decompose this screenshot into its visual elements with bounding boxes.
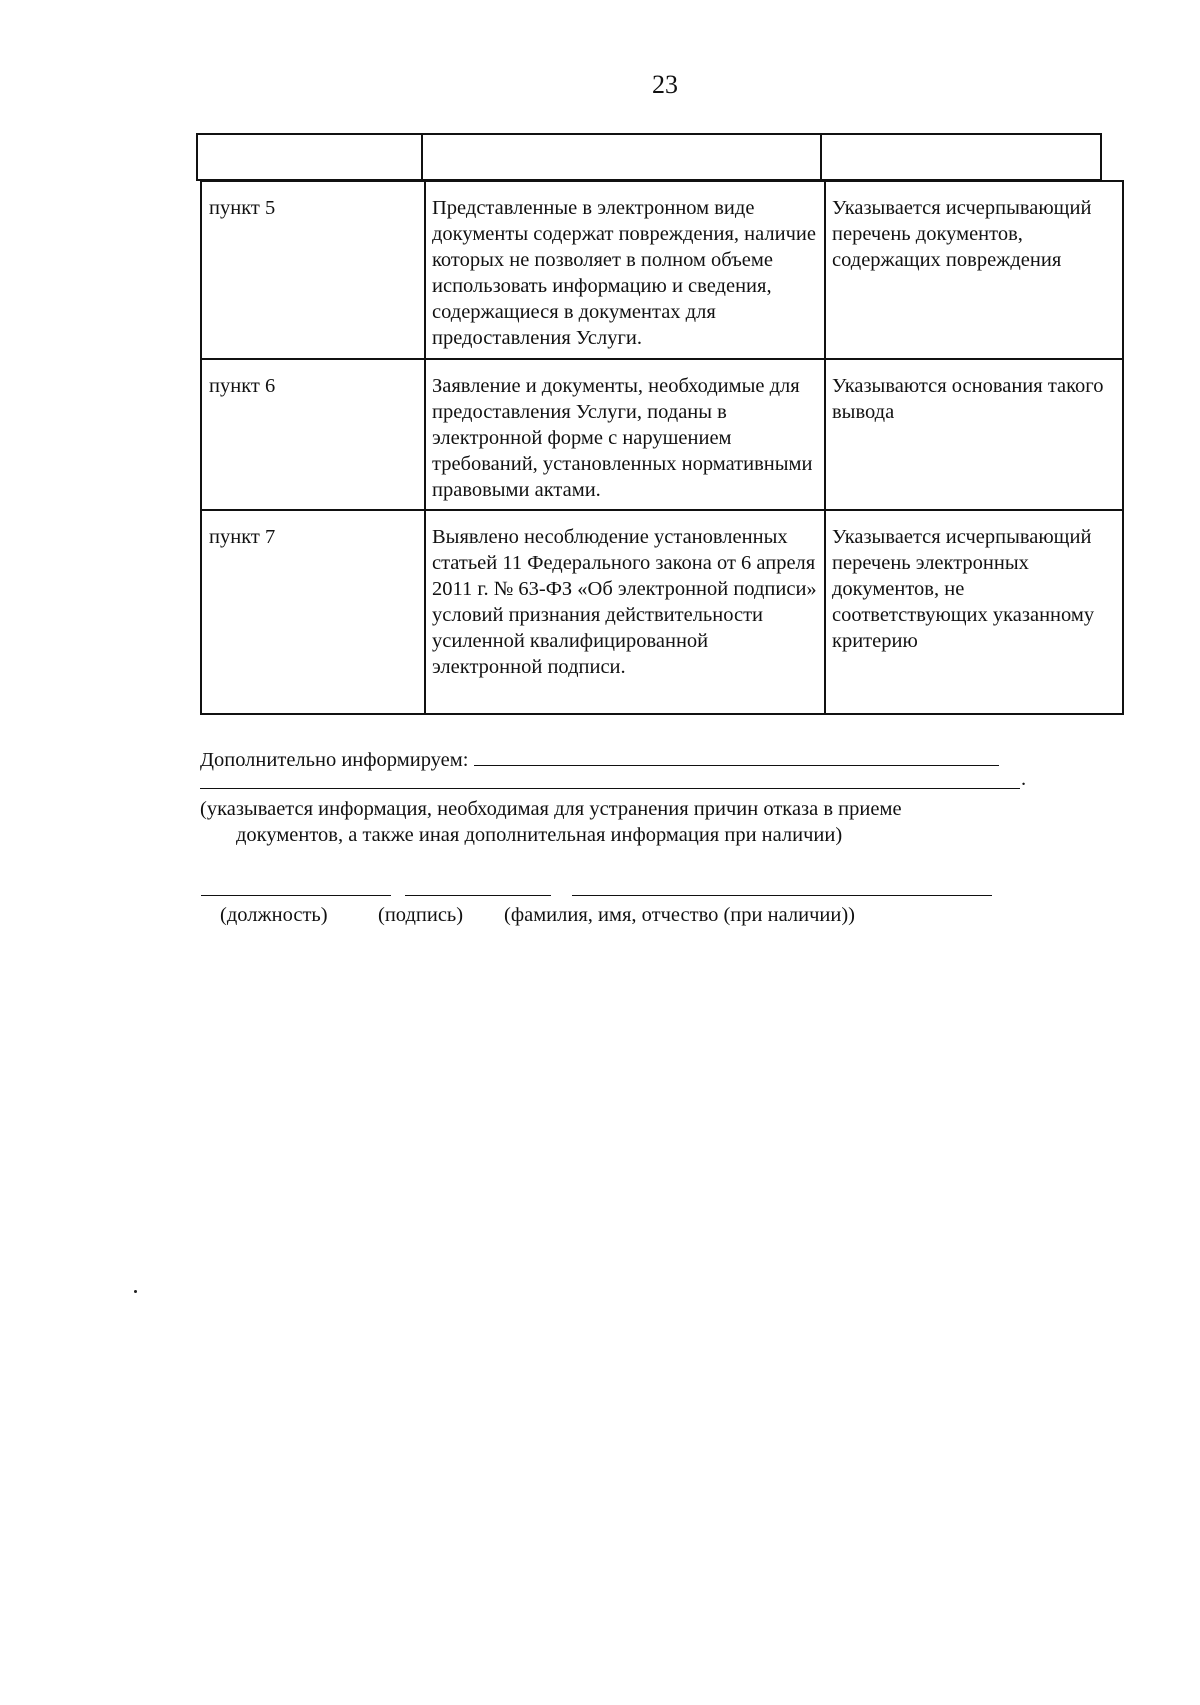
blank-end-mark: . (1021, 768, 1027, 790)
note-line-1: (указывается информация, необходимая для устранения причин отказа в приеме (200, 798, 902, 820)
item-cell: пункт 6 (201, 359, 425, 510)
reason-cell: Заявление и документы, необходимые для предоставления Услуги, поданы в электронной форме с нарушением требований, установленных нормативными правовыми актами. (425, 359, 825, 510)
scan-artifact-dot (134, 1290, 137, 1293)
page-number: 23 (652, 70, 678, 99)
position-label: (должность) (220, 904, 328, 926)
additional-info-blank (474, 745, 999, 766)
note-line-2: документов, а также иная дополнительная информация при наличии) (236, 824, 843, 846)
explanation-cell: Указывается исчерпывающий перечень документов, содержащих повреждения (825, 181, 1123, 359)
additional-info-blank-line (200, 788, 1020, 789)
position-blank (201, 895, 391, 896)
table-header-divider (421, 135, 423, 179)
signature-blank (405, 895, 551, 896)
refusal-reasons-table (200, 180, 1124, 715)
full-name-label: (фамилия, имя, отчество (при наличии)) (504, 904, 855, 926)
additional-info-note (200, 796, 1020, 848)
explanation-cell: Указываются основания такого вывода (825, 359, 1123, 510)
signature-label: (подпись) (378, 904, 464, 926)
table-row (201, 359, 1123, 510)
table-header-divider (820, 135, 822, 179)
table-row (201, 510, 1123, 714)
explanation-cell: Указывается исчерпывающий перечень электронных документов, не соответствующих указанному критерию (825, 510, 1123, 714)
reason-cell: Представленные в электронном виде документы содержат повреждения, наличие которых не позволяет в полном объеме использовать информацию и сведения, содержащиеся в документах для предоставления Услуги. (425, 181, 825, 359)
table-row (201, 181, 1123, 359)
full-name-blank (572, 895, 992, 896)
reason-cell: Выявлено несоблюдение установленных статьей 11 Федерального закона от 6 апреля 2011 г. № 63-ФЗ «Об электронной подписи» условий признания действительности усиленной квалифицированной электронной подписи. (425, 510, 825, 714)
item-cell: пункт 7 (201, 510, 425, 714)
item-cell: пункт 5 (201, 181, 425, 359)
additional-info-label: Дополнительно информируем: (200, 749, 469, 771)
additional-info-line (200, 745, 1040, 773)
table-header-row (196, 133, 1102, 181)
